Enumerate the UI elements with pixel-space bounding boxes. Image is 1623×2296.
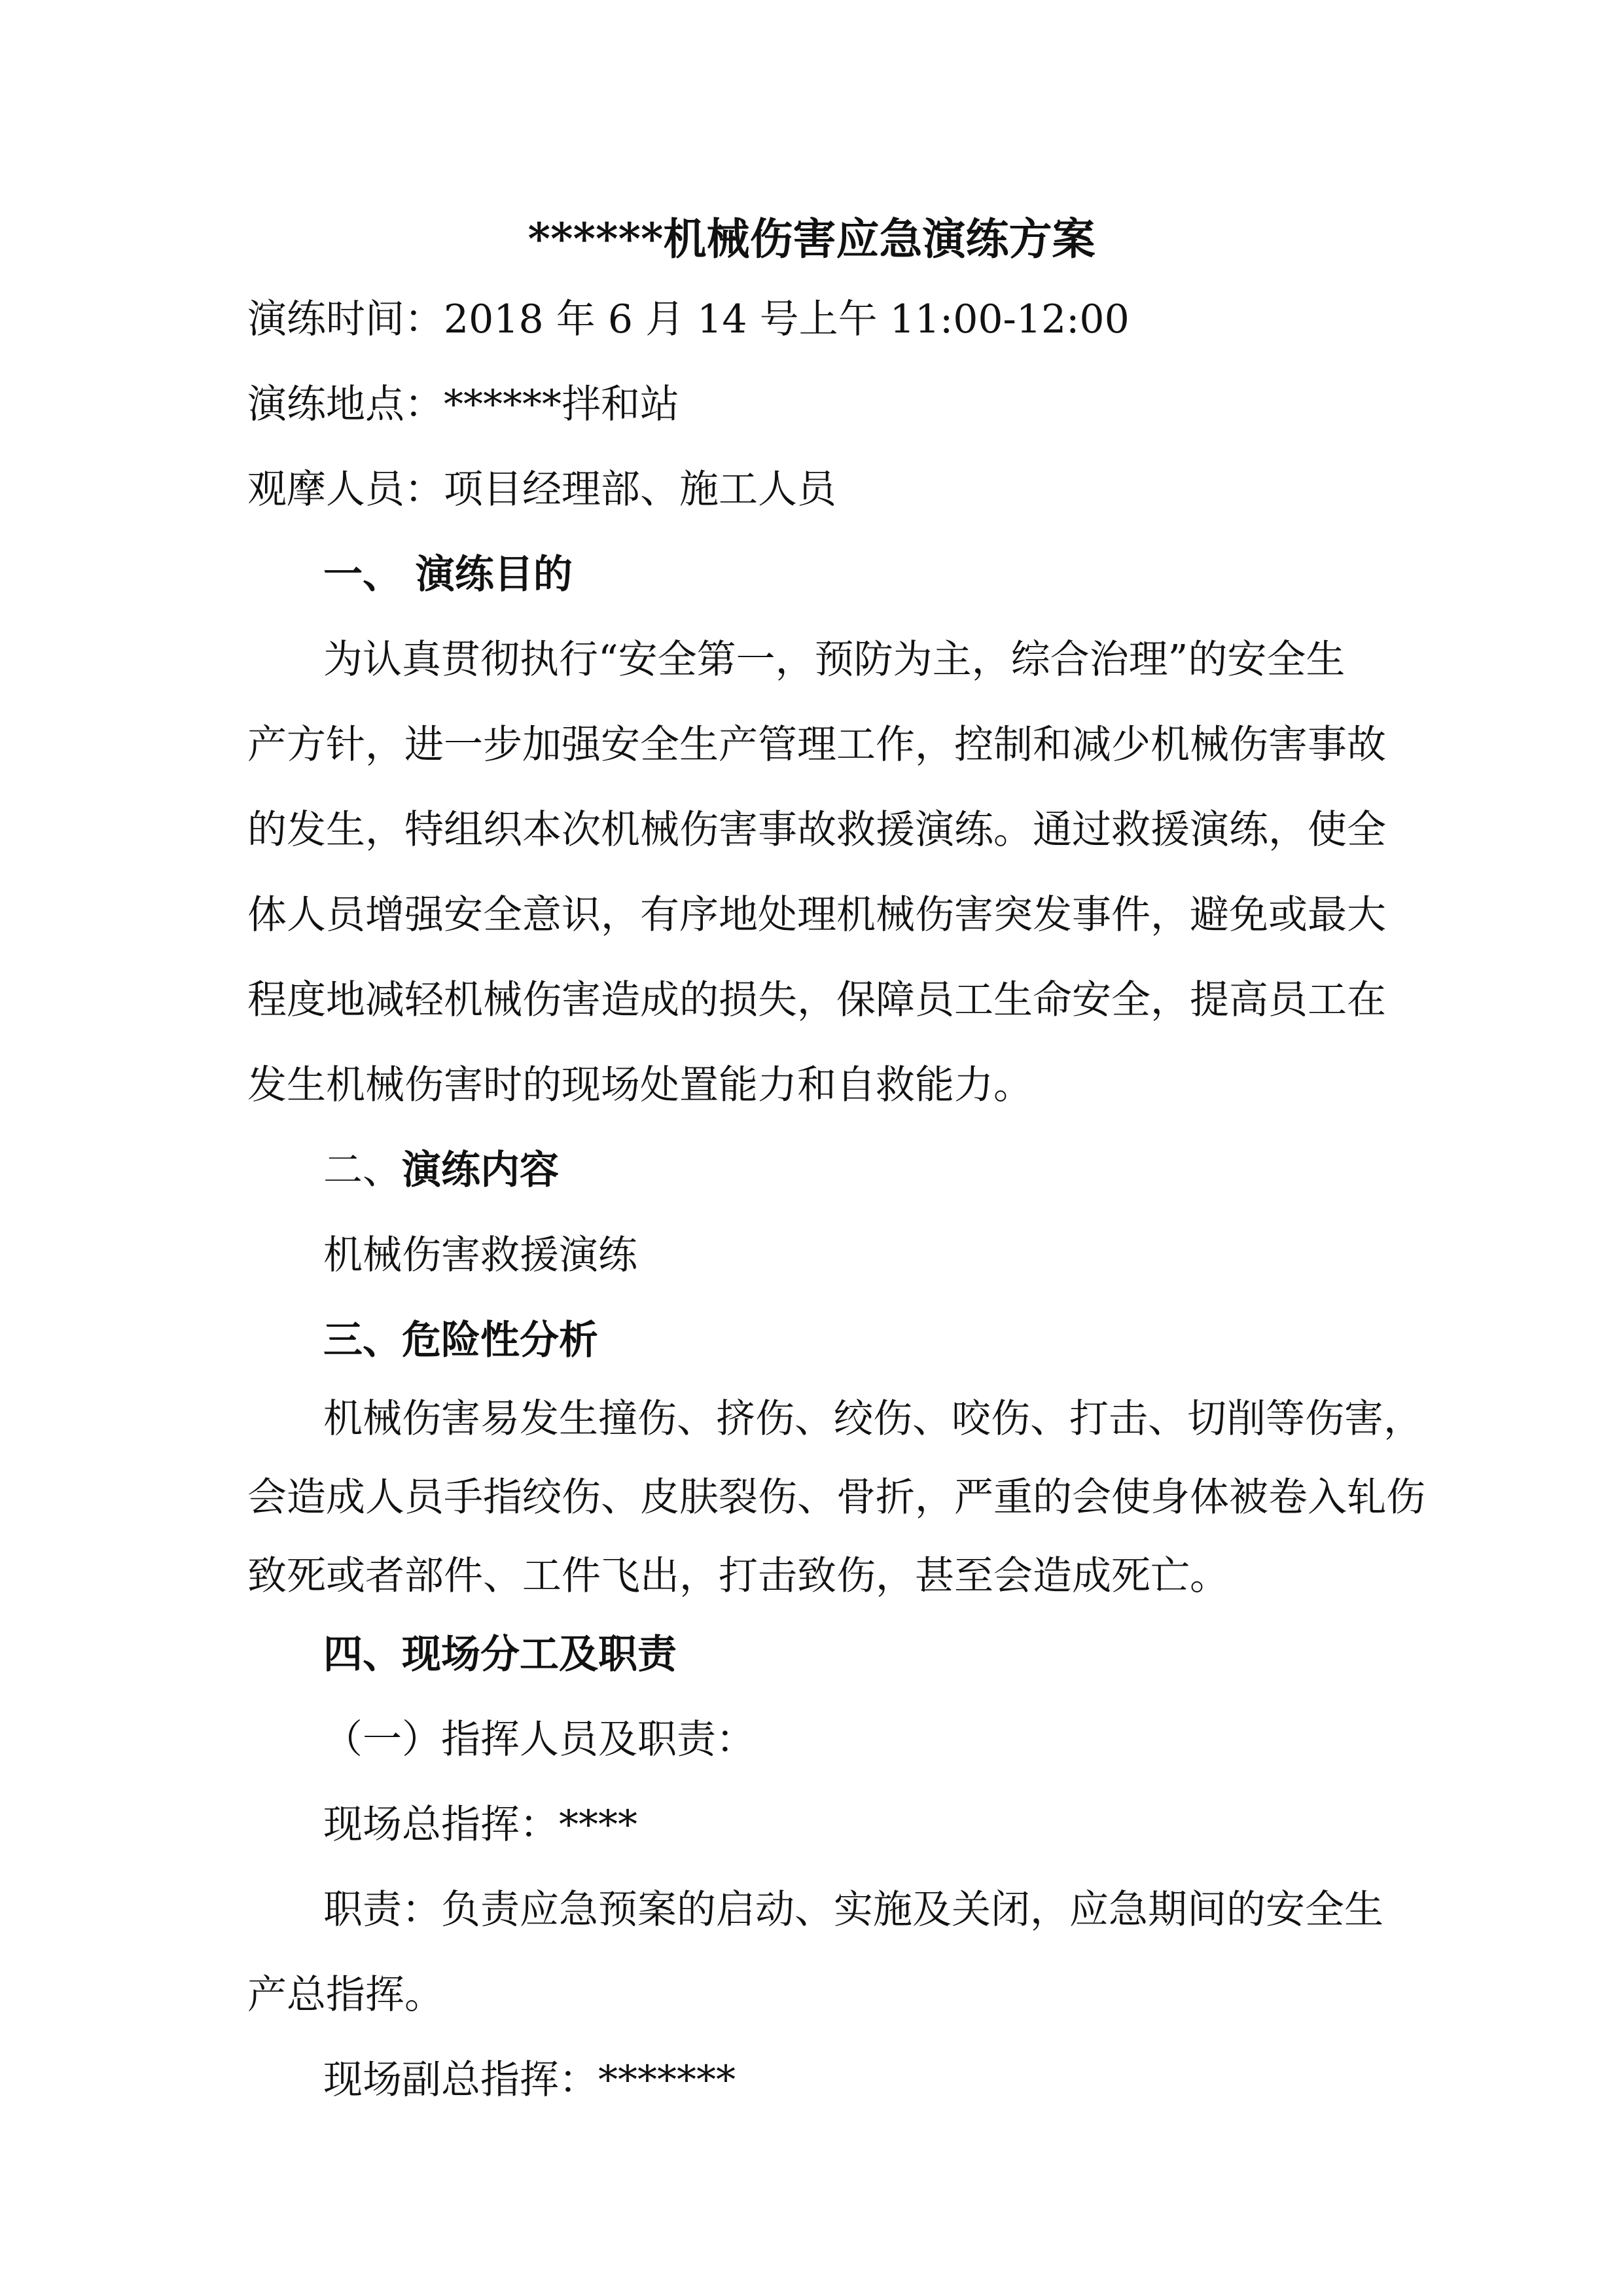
section-4-heading: 四、现场分工及职责 bbox=[323, 1632, 677, 1677]
section-3-line: 会造成人员手指绞伤、皮肤裂伤、骨折，严重的会使身体被卷入轧伤 bbox=[247, 1475, 1425, 1520]
section-2-heading-text: 演练内容 bbox=[402, 1147, 559, 1193]
section-2-content: 机械伤害救援演练 bbox=[323, 1232, 637, 1278]
section-3-line: 致死或者部件、工件飞出，打击致伤，甚至会造成死亡。 bbox=[247, 1553, 1229, 1599]
deputy-commander-line: 现场副总指挥：******* bbox=[323, 2057, 736, 2103]
document-title: ******机械伤害应急演练方案 bbox=[527, 213, 1096, 264]
section-1-line: 体人员增强安全意识，有序地处理机械伤害突发事件，避免或最大 bbox=[247, 892, 1386, 938]
duty-line: 产总指挥。 bbox=[247, 1972, 444, 2018]
duty-line: 职责：负责应急预案的启动、实施及关闭，应急期间的安全生 bbox=[323, 1887, 1383, 1933]
section-1-heading: 一、 演练目的 bbox=[323, 552, 573, 598]
section-4-subheading: （一）指挥人员及职责： bbox=[323, 1717, 755, 1763]
section-1-line: 程度地减轻机械伤害造成的损失，保障员工生命安全，提高员工在 bbox=[247, 977, 1386, 1023]
section-2-heading bbox=[323, 1144, 559, 1196]
drill-time: 演练时间：2018 年 6 月 14 号上午 11:00-12:00 bbox=[247, 296, 1130, 342]
section-2-heading-prefix: 二、 bbox=[323, 1147, 402, 1193]
commander-line: 现场总指挥：**** bbox=[323, 1802, 637, 1848]
section-3-line: 机械伤害易发生撞伤、挤伤、绞伤、咬伤、打击、切削等伤害， bbox=[323, 1396, 1423, 1442]
section-1-line: 为认真贯彻执行“安全第一，预防为主，综合治理”的安全生 bbox=[323, 637, 1346, 683]
drill-place: 演练地点：******拌和站 bbox=[247, 382, 679, 427]
section-3-heading: 三、危险性分析 bbox=[323, 1318, 598, 1363]
observers: 观摩人员：项目经理部、施工人员 bbox=[247, 467, 836, 512]
section-1-line: 发生机械伤害时的现场处置能力和自救能力。 bbox=[247, 1062, 1033, 1108]
section-1-line: 产方针，进一步加强安全生产管理工作，控制和减少机械伤害事故 bbox=[247, 722, 1386, 768]
section-1-line: 的发生，特组织本次机械伤害事故救援演练。通过救援演练，使全 bbox=[247, 807, 1386, 853]
